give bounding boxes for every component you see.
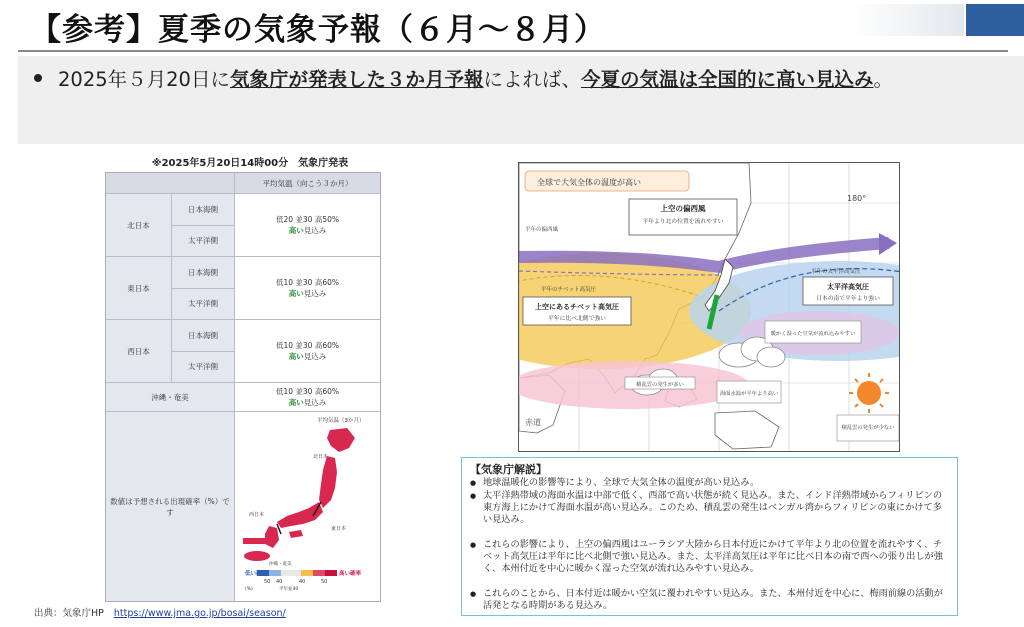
tohoku-shape (319, 456, 337, 508)
region-name-north: 北日本 (127, 220, 150, 230)
result-okinawa (289, 397, 327, 408)
okinawa-region-ellipse (244, 551, 270, 561)
map-note: 数値は予想される出現確率（%）です (110, 496, 230, 517)
map-label-north: 北日本 (313, 454, 329, 460)
result-east (289, 288, 327, 299)
pacific-info-sub: 日本の南で平年より強い (816, 296, 880, 302)
summary-end: 。 (873, 68, 894, 91)
table-header-blank (106, 173, 234, 193)
map-label-east: 東日本 (331, 526, 347, 532)
source-label: 出典：気象庁HP (34, 608, 104, 619)
legend-tick-low-2: 40 (276, 579, 283, 585)
region-sub-north-pacific: 太平洋側 (188, 236, 218, 245)
japan-probability-map (235, 412, 380, 601)
legend-tick-high-1: 40 (299, 579, 306, 585)
result-west-value: 高い (288, 352, 304, 361)
source-citation (34, 605, 286, 619)
humid-info-text: 暖かく湿った空気が流れ込みやすい (770, 331, 856, 337)
result-north-suffix: 見込み (303, 226, 327, 235)
result-north (289, 225, 327, 236)
tibet-info-title: 上空にあるチベット高気圧 (535, 303, 619, 311)
newguinea-landmass (715, 411, 779, 449)
prob-okinawa: 低10 並30 高60% (275, 387, 340, 396)
explanation-item (470, 539, 950, 576)
normal-tibet-label: 平年のチベット高気圧 (541, 287, 597, 293)
map-label-west: 西日本 (249, 512, 265, 518)
explanation-item-text: ● 地球温暖化の影響等により、全球で大気全体の温度が高い見込み。 (483, 477, 760, 488)
climate-outlook-map (518, 162, 900, 452)
corner-accent-bar (966, 4, 1024, 36)
title-divider (18, 50, 1008, 52)
result-west-suffix: 見込み (303, 352, 327, 361)
prob-north: 低20 並30 高50% (275, 215, 340, 224)
hokkaido-shape (327, 428, 355, 452)
explanation-item (470, 490, 950, 527)
cloud-many-text: 積乱雲の発生が多い (636, 382, 684, 388)
region-sub-east-pacific: 太平洋側 (188, 299, 218, 308)
explanation-item (470, 588, 950, 612)
result-okinawa-value: 高い (288, 398, 304, 407)
source-link[interactable]: https://www.jma.go.jp/bosai/season/ (113, 608, 286, 619)
climate-outlook-svg (519, 163, 899, 451)
region-name-east: 東日本 (127, 283, 150, 293)
legend-low: 低い確率 (245, 571, 268, 577)
shikoku-shape (289, 530, 303, 538)
table-caption: ※2025年5月20日14時00分 気象庁発表 (151, 158, 349, 169)
table-header: 平均気温（向こう３か月） (235, 173, 380, 193)
region-forecast-west (235, 320, 380, 382)
region-name-okinawa: 沖縄・奄美 (151, 392, 189, 402)
forecast-table (105, 172, 381, 602)
map-top-label: 平均気温（3か月） (317, 418, 365, 424)
tibet-info-sub: 平年に比べ北側で強い (548, 316, 606, 322)
sst-text: 海面水温が平年より高い (719, 391, 779, 397)
jet-info-sub: 平年より北の位置を流れやすい (642, 219, 724, 225)
summary-mid: によれば、 (483, 68, 581, 91)
legend-normal: 平年並40 (279, 587, 299, 592)
region-sub-west-pacific: 太平洋側 (188, 362, 218, 371)
honshu-shape (277, 502, 323, 528)
bullet-icon (34, 74, 42, 82)
result-west (289, 351, 327, 362)
longitude-label: 180° (847, 194, 867, 203)
jet-info-title: 上空の偏西風 (660, 204, 706, 213)
equator-label: 赤道 (525, 418, 541, 427)
jma-explanation-box (461, 457, 958, 616)
map-label-okinawa: 沖縄・奄美 (269, 562, 292, 567)
jet-stream-arrowhead (879, 233, 897, 255)
prob-east: 低10 並30 高60% (275, 278, 340, 287)
legend-tick-low-1: 50 (264, 579, 271, 585)
summary-pre: 2025年５月20日に (58, 68, 230, 91)
explanation-item-text: ● これらの影響により、上空の偏西風はユーラシア大陸から日本付近にかけて平年より北の位置を流れやすく、チベット高気圧は平年に比べ北側で強い見込み。また、太平洋高気圧は平年に比べ日本の南で西への張り出しが強く、本州付近を中心に暖かく湿った空気が流れ込みやすい見込み。 (483, 539, 943, 575)
region-name-west: 西日本 (127, 346, 150, 356)
prob-west: 低10 並30 高60% (275, 341, 340, 350)
global-warm-text: 全球で大気全体の温度が高い (537, 178, 641, 187)
sun-icon (849, 373, 889, 413)
okinawa-shape (243, 538, 265, 544)
region-sub-north-sea: 日本海側 (188, 205, 218, 214)
legend-tick-high-2: 50 (321, 579, 328, 585)
pacific-info-title: 太平洋高気圧 (827, 283, 869, 291)
map-legend (244, 569, 362, 592)
result-okinawa-suffix: 見込み (303, 398, 327, 407)
legend-high: 高い確率 (339, 571, 362, 577)
explanation-title: 【気象庁解説】 (470, 463, 547, 476)
normal-jet-label: 平年の偏西風 (525, 227, 559, 233)
summary-emph-1: 気象庁が発表した３か月予報 (229, 68, 484, 91)
region-sub-west-sea: 日本海側 (188, 331, 218, 340)
result-north-value: 高い (288, 226, 304, 235)
kyushu-shape (265, 526, 279, 548)
region-forecast-north (235, 194, 380, 256)
result-east-value: 高い (288, 289, 304, 298)
normal-pacific-label: 平年の太平洋高気圧 (811, 269, 861, 275)
explanation-item-text: ● 太平洋熱帯域の海面水温は中部で低く、西部で高い状態が続く見込み。また、インド洋熱帯域からフィリピンの東方海上にかけて海面水温が高い見込み。このため、積乱雲の発生はベンガル湾からフィリピンの東にかけて多い見込み。 (483, 490, 943, 526)
legend-unit: (%) (245, 587, 253, 592)
result-east-suffix: 見込み (303, 289, 327, 298)
summary-emph-2: 今夏の気温は全国的に高い見込み (580, 68, 874, 91)
region-forecast-east (235, 257, 380, 319)
explanation-item (470, 477, 950, 489)
cloud-few-text: 積乱雲の発生が少ない (841, 425, 895, 431)
explanation-item-text: ● これらのことから、日本付近は暖かい空気に覆われやすい見込み。また、本州付近を中心に、梅雨前線の活動が活発となる時期がある見込み。 (483, 588, 943, 612)
slide-title: 【参考】夏季の気象予報（６月～８月） (30, 12, 606, 48)
region-sub-east-sea: 日本海側 (188, 268, 218, 277)
corner-decoration (852, 4, 964, 36)
region-forecast-okinawa (235, 383, 380, 411)
summary-text (58, 63, 1003, 96)
